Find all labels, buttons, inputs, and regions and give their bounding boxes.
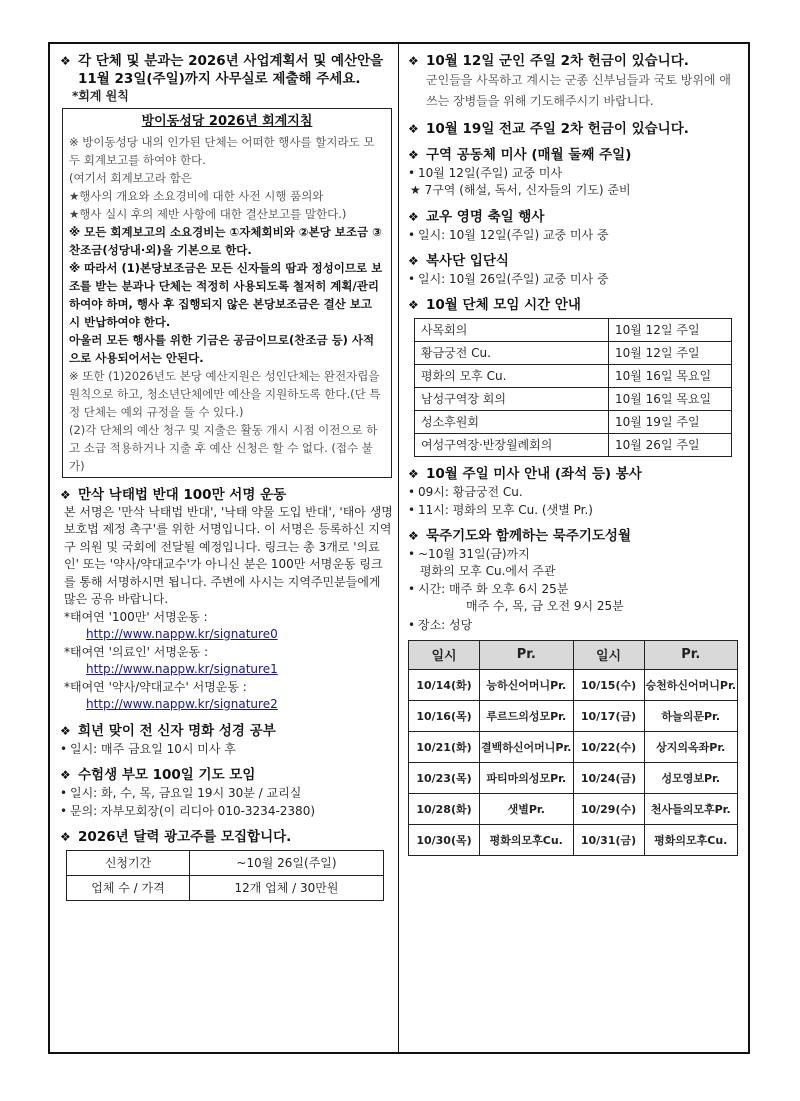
table-cell: 상지의옥좌Pr. bbox=[644, 731, 738, 762]
table-cell: 10/17(금) bbox=[573, 700, 644, 731]
military-sunday-body: 군인들을 사목하고 계시는 군종 신부님들과 국토 방위에 애쓰는 장병들을 위해 기도해주시기 바랍니다. bbox=[426, 73, 731, 108]
guideline-line: 아울러 모든 행사를 위한 기금은 공금이므로(찬조금 등) 사적으로 사용되어서는 안된다. bbox=[69, 332, 375, 365]
table-cell: 10월 12일 주일 bbox=[609, 318, 732, 341]
table-cell: 파티마의성모Pr. bbox=[480, 762, 574, 793]
signature-link[interactable]: http://www.nappw.kr/signature1 bbox=[86, 662, 278, 676]
exam-prayer-section bbox=[58, 766, 394, 820]
calendar-ad-section bbox=[58, 828, 394, 901]
guideline-line: ※ 따라서 (1)본당보조금은 모든 신자들의 땀과 정성이므로 보조를 받는 분과나 단체는 적정히 사용되도록 철저히 계획/관리하여야 하며, 행사 후 집행되지 않은 본당보조금은 결산 보고 시 반납하여야 한다. bbox=[69, 260, 383, 329]
rosary-period: • ~10월 31일(금)까지 bbox=[406, 545, 742, 563]
table-cell: 10월 16일 목요일 bbox=[609, 364, 732, 387]
district-mass-title: ❖ 구역 공동체 미사 (매월 둘째 주일) bbox=[406, 146, 742, 164]
table-cell: 10/28(화) bbox=[409, 793, 480, 824]
signature-body: 본 서명은 '만삭 낙태법 반대', '낙태 약물 도입 반대', '태아 생명 보호법 제정 촉구'를 위한 서명입니다. 이 서명은 등록하신 지역구 의원 및 국회에 전달될 예정입니다. 링크는 총 3개로 '의료인' 또는 '약사/약대교수'가 아니신 분은 100만 서명운동 링크를 통해 서명하시면 됩니다. 주변에 사시는 지역주민분들에게 많은 공유 바랍니다. bbox=[64, 504, 393, 606]
bible-study-time: • 일시: 매주 금요일 10시 미사 후 bbox=[58, 740, 394, 758]
table-header: 일시 bbox=[409, 640, 480, 669]
budget-title: ❖ 각 단체 및 분과는 2026년 사업계획서 및 예산안을 11월 23일(주일)까지 사무실로 제출해 주세요. bbox=[58, 52, 394, 88]
guideline-line: ★행사 실시 후의 제반 사항에 대한 결산보고를 말한다.) bbox=[69, 206, 347, 221]
altar-server-section bbox=[406, 252, 742, 288]
table-cell: 능하신어머니Pr. bbox=[480, 669, 574, 700]
rosary-month-section bbox=[406, 527, 742, 856]
table-cell: 10/31(금) bbox=[573, 824, 644, 855]
table-cell: 10월 16일 목요일 bbox=[609, 387, 732, 410]
signature-link-label: *태여연 '의료인' 서명운동 : bbox=[64, 644, 209, 659]
district-mass-note: ★ 7구역 (해설, 독서, 신자들의 기도) 준비 bbox=[410, 183, 631, 197]
rosary-time-2: 매주 수, 목, 금 오전 9시 25분 bbox=[466, 599, 624, 613]
exam-prayer-contact: • 문의: 자부모회장(이 리디아 010-3234-2380) bbox=[58, 802, 394, 820]
table-cell: 10/15(수) bbox=[573, 669, 644, 700]
table-cell: ~10월 26일(주일) bbox=[190, 850, 384, 875]
rosary-time: • 시간: 매주 화 오후 6시 25분 bbox=[406, 580, 742, 598]
table-cell: 10/14(화) bbox=[409, 669, 480, 700]
table-cell: 승천하신어머니Pr. bbox=[644, 669, 738, 700]
table-cell: 12개 업체 / 30만원 bbox=[190, 875, 384, 900]
table-cell: 결백하신어머니Pr. bbox=[480, 731, 574, 762]
table-header: Pr. bbox=[480, 640, 574, 669]
military-sunday-title: ❖ 10월 12일 군인 주일 2차 헌금이 있습니다. bbox=[406, 52, 742, 70]
table-row bbox=[415, 341, 732, 364]
table-row bbox=[409, 731, 738, 762]
feast-day-title: ❖ 교우 영명 축일 행사 bbox=[406, 208, 742, 226]
table-row bbox=[415, 433, 732, 456]
meeting-schedule-section bbox=[406, 296, 742, 457]
table-cell: 성모영보Pr. bbox=[644, 762, 738, 793]
table-cell: 하늘의문Pr. bbox=[644, 700, 738, 731]
table-row bbox=[409, 793, 738, 824]
table-cell: 천사들의모후Pr. bbox=[644, 793, 738, 824]
rosary-organizer: 평화의 모후 Cu.에서 주관 bbox=[420, 563, 556, 578]
meeting-schedule-title: ❖ 10월 단체 모임 시간 안내 bbox=[406, 296, 742, 314]
calendar-ad-title: ❖ 2026년 달력 광고주를 모집합니다. bbox=[58, 828, 394, 846]
district-mass-section bbox=[406, 146, 742, 200]
table-cell: 10월 26일 주일 bbox=[609, 433, 732, 456]
signature-link-label: *태여연 '100만' 서명운동 : bbox=[64, 609, 208, 624]
table-cell: 10/23(목) bbox=[409, 762, 480, 793]
table-cell: 평화의 모후 Cu. bbox=[415, 364, 609, 387]
rosary-place: • 장소: 성당 bbox=[406, 616, 742, 634]
military-sunday-section bbox=[406, 52, 742, 112]
mission-sunday-title: ❖ 10월 19일 전교 주일 2차 헌금이 있습니다. bbox=[406, 120, 742, 138]
table-header-row bbox=[409, 640, 738, 669]
guideline-line: ※ 모든 회계보고의 소요경비는 ①자체회비와 ②본당 보조금 ③찬조금(성당내·외)을 기본으로 한다. bbox=[69, 224, 382, 257]
accounting-guideline-box bbox=[62, 108, 392, 478]
table-cell: 평화의모후Cu. bbox=[644, 824, 738, 855]
table-cell: 신청기간 bbox=[67, 850, 190, 875]
bible-study-section bbox=[58, 722, 394, 758]
feast-day-time: • 일시: 10월 12일(주일) 교중 미사 중 bbox=[406, 226, 742, 244]
table-cell: 샛별Pr. bbox=[480, 793, 574, 824]
exam-prayer-title: ❖ 수험생 부모 100일 기도 모임 bbox=[58, 766, 394, 784]
bible-study-title: ❖ 희년 맞이 전 신자 명화 성경 공부 bbox=[58, 722, 394, 740]
guideline-line: ※ 방이동성당 내의 인가된 단체는 어떠한 행사를 할지라도 모두 회계보고를 하여야 한다. bbox=[69, 134, 375, 167]
accounting-principle-label: *회계 원칙 bbox=[72, 89, 129, 103]
table-cell: 10/22(수) bbox=[573, 731, 644, 762]
table-cell: 업체 수 / 가격 bbox=[67, 875, 190, 900]
table-cell: 남성구역장 회의 bbox=[415, 387, 609, 410]
table-row bbox=[415, 318, 732, 341]
calendar-ad-table bbox=[66, 850, 384, 901]
district-mass-date: • 10월 12일(주일) 교중 미사 bbox=[406, 164, 742, 182]
table-cell: 황금궁전 Cu. bbox=[415, 341, 609, 364]
mass-service-item: • 11시: 평화의 모후 Cu. (샛별 Pr.) bbox=[406, 501, 742, 519]
table-header: Pr. bbox=[644, 640, 738, 669]
guideline-line: ※ 또한 (1)2026년도 본당 예산지원은 성인단체는 완전자립을 원칙으로 하고, 청소년단체에만 예산을 지원하도록 한다.(단 특정 단체는 예외 규정을 둘 수 있다.) bbox=[69, 368, 381, 419]
guideline-line: ★행사의 개요와 소요경비에 대한 사전 시행 품의와 bbox=[69, 188, 324, 203]
table-cell: 10월 19일 주일 bbox=[609, 410, 732, 433]
table-row bbox=[415, 410, 732, 433]
table-row bbox=[409, 824, 738, 855]
mass-service-section bbox=[406, 465, 742, 519]
exam-prayer-time: • 일시: 화, 수, 목, 금요일 19시 30분 / 교리실 bbox=[58, 784, 394, 802]
right-column bbox=[406, 52, 742, 864]
budget-section bbox=[58, 52, 394, 478]
guideline-line: (여기서 회계보고라 함은 bbox=[69, 170, 192, 185]
table-cell: 10월 12일 주일 bbox=[609, 341, 732, 364]
table-row bbox=[409, 669, 738, 700]
table-cell: 평화의모후Cu. bbox=[480, 824, 574, 855]
column-divider bbox=[398, 44, 399, 1052]
table-row bbox=[67, 875, 384, 900]
meeting-schedule-table bbox=[414, 318, 732, 457]
signature-title: ❖ 만삭 낙태법 반대 100만 서명 운동 bbox=[58, 486, 394, 504]
signature-link[interactable]: http://www.nappw.kr/signature2 bbox=[86, 697, 278, 711]
table-cell: 10/29(수) bbox=[573, 793, 644, 824]
table-cell: 루르드의성모Pr. bbox=[480, 700, 574, 731]
table-row bbox=[409, 700, 738, 731]
table-row bbox=[409, 762, 738, 793]
feast-day-section bbox=[406, 208, 742, 244]
left-column bbox=[58, 52, 394, 909]
altar-server-time: • 일시: 10월 26일(주일) 교중 미사 중 bbox=[406, 270, 742, 288]
altar-server-title: ❖ 복사단 입단식 bbox=[406, 252, 742, 270]
table-cell: 여성구역장·반장월례회의 bbox=[415, 433, 609, 456]
guideline-line: (2)각 단체의 예산 청구 및 지출은 활동 개시 시점 이전으로 하고 소급 적용하거나 지출 후 예산 신청은 할 수 없다. (접수 불가) bbox=[69, 422, 378, 473]
rosary-schedule-table bbox=[408, 640, 738, 856]
mass-service-title: ❖ 10월 주일 미사 안내 (좌석 등) 봉사 bbox=[406, 465, 742, 483]
mass-service-item: • 09시: 황금궁전 Cu. bbox=[406, 483, 742, 501]
table-header: 일시 bbox=[573, 640, 644, 669]
table-cell: 성소후원회 bbox=[415, 410, 609, 433]
rosary-month-title: ❖ 묵주기도와 함께하는 묵주기도성월 bbox=[406, 527, 742, 545]
table-cell: 10/16(목) bbox=[409, 700, 480, 731]
table-row bbox=[415, 364, 732, 387]
table-cell: 10/24(금) bbox=[573, 762, 644, 793]
table-row bbox=[67, 850, 384, 875]
signature-link-label: *태여연 '약사/약대교수' 서명운동 : bbox=[64, 679, 247, 694]
bulletin-page bbox=[48, 42, 750, 1054]
table-cell: 사목회의 bbox=[415, 318, 609, 341]
mission-sunday-section bbox=[406, 120, 742, 138]
signature-link[interactable]: http://www.nappw.kr/signature0 bbox=[86, 627, 278, 641]
guideline-title: 방이동성당 2026년 회계지침 bbox=[141, 113, 313, 129]
table-row bbox=[415, 387, 732, 410]
signature-section bbox=[58, 486, 394, 714]
table-cell: 10/30(목) bbox=[409, 824, 480, 855]
table-cell: 10/21(화) bbox=[409, 731, 480, 762]
